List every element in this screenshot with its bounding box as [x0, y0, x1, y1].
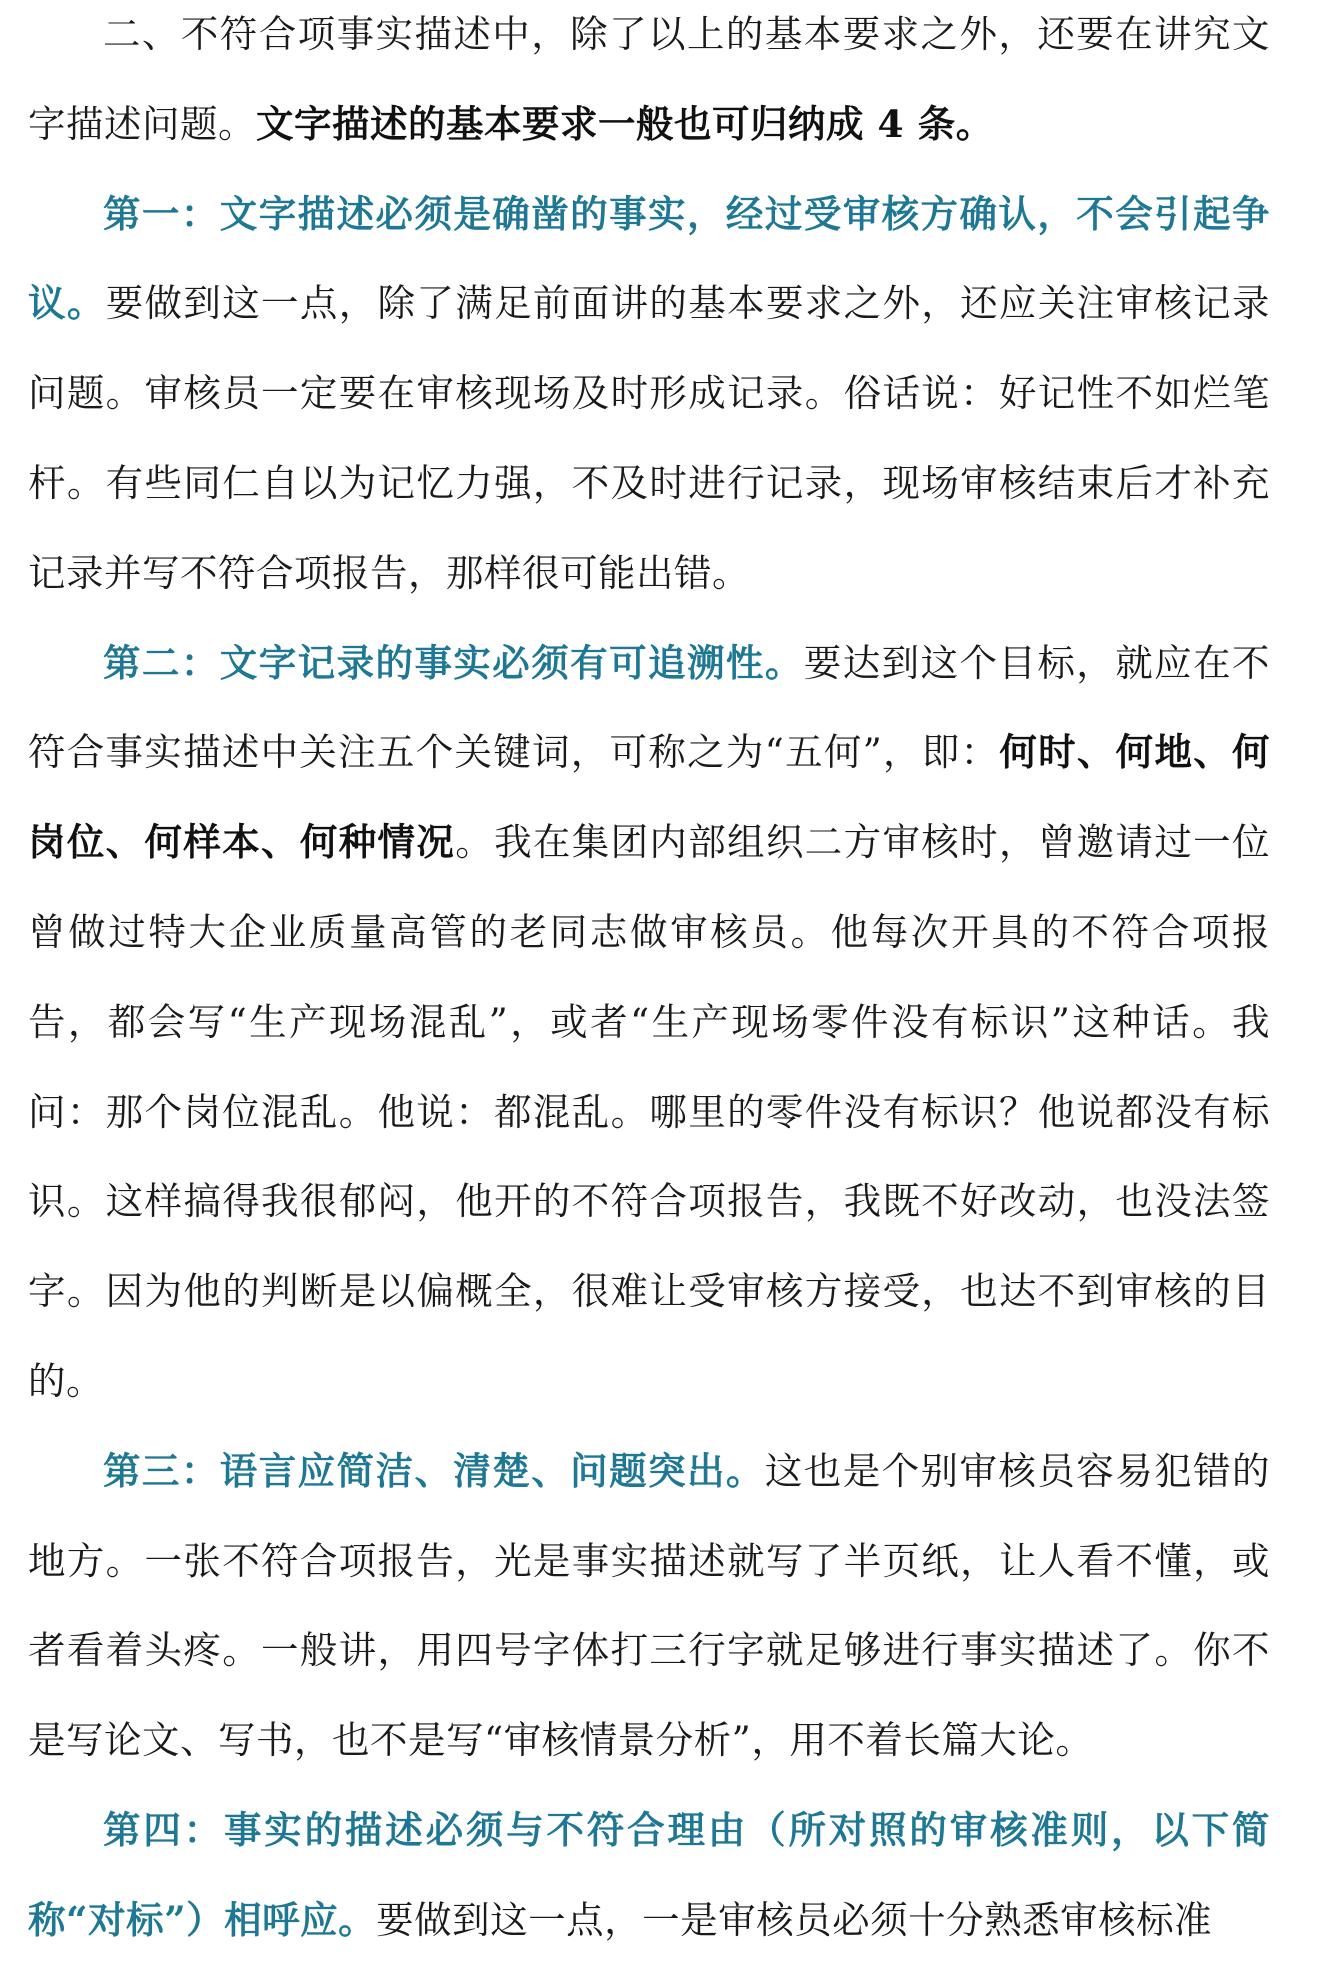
requirement-2-heading: 第二：文字记录的事实必须有可追溯性。 [103, 640, 804, 685]
paragraph-requirement-3 [28, 1427, 1270, 1786]
document-page [28, 0, 1270, 1966]
intro-text: 二、不符合项事实描述中，除了以上的基本要求之外，还要在讲究文字描述问题。 [28, 12, 1270, 146]
paragraph-requirement-1 [28, 170, 1270, 619]
paragraph-requirement-2 [28, 619, 1270, 1427]
requirement-3-heading: 第三：语言应简洁、清楚、问题突出。 [103, 1448, 765, 1493]
requirement-1-body: 要做到这一点，除了满足前面讲的基本要求之外，还应关注审核记录问题。审核员一定要在审核现场及时形成记录。俗话说：好记性不如烂笔杆。有些同仁自以为记忆力强，不及时进行记录，现场审核结束后才补充记录并写不符合项报告，那样很可能出错。 [28, 281, 1271, 595]
paragraph-intro [28, 0, 1270, 170]
requirement-2-body-b: 。我在集团内部组织二方审核时，曾邀请过一位曾做过特大企业质量高管的老同志做审核员。他每次开具的不符合项报告，都会写“生产现场混乱”，或者“生产现场零件没有标识”这种话。我问：那个岗位混乱。他说：都混乱。哪里的零件没有标识？他说都没有标识。这样搞得我很郁闷，他开的不符合项报告，我既不好改动，也没法签字。因为他的判断是以偏概全，很难让受审核方接受，也达不到审核的目的。 [28, 820, 1271, 1403]
paragraph-requirement-4 [28, 1786, 1270, 1966]
requirement-2-body-a: 要达到这个目标，就应在不符合事实描述中关注五个关键词，可称之为“五何”，即： [28, 640, 1271, 775]
requirement-3-body: 这也是个别审核员容易犯错的地方。一张不符合项报告，光是事实描述就写了半页纸，让人看不懂，或者看着头疼。一般讲，用四号字体打三行字就足够进行事实描述了。你不是写论文、写书，也不是写“审核情景分析”，用不着长篇大论。 [28, 1448, 1270, 1763]
requirement-4-body: 要做到这一点，一是审核员必须十分熟悉审核标准 [376, 1897, 1213, 1942]
intro-emphasis: 文字描述的基本要求一般也可归纳成 4 条。 [256, 101, 994, 146]
requirement-1-heading: 第一：文字描述必须是确凿的事实，经过受审核方确认，不会引起争议。 [28, 191, 1270, 326]
five-questions-keywords: 何时、何地、何岗位、何样本、何种情况 [28, 730, 1270, 865]
requirement-4-heading: 第四：事实的描述必须与不符合理由（所对照的审核准则，以下简称“对标”）相呼应。 [28, 1807, 1270, 1942]
